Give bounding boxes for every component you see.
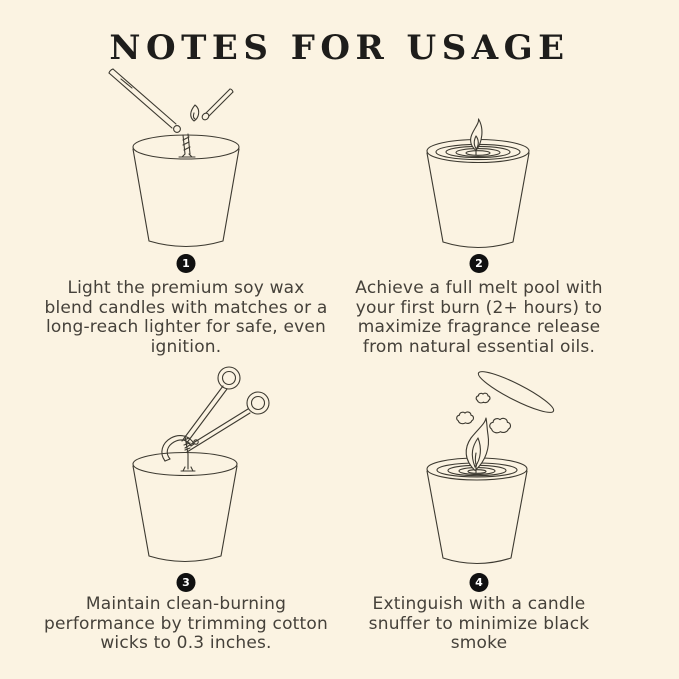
step-2: [329, 66, 629, 358]
step-number-badge: 4: [470, 573, 489, 592]
step-3: [36, 366, 336, 654]
candle-lighting-icon: [36, 66, 336, 254]
step-caption: Light the premium soy wax blend candles with matches or a long-reach lighter for safe, even ignition.: [44, 278, 328, 358]
candle-melt-pool-icon: [329, 66, 629, 254]
long-reach-lighter-icon: [109, 69, 180, 132]
step-caption: Maintain clean-burning performance by trimming cotton wicks to 0.3 inches.: [44, 594, 328, 654]
step-number-badge: 1: [177, 254, 196, 273]
step-caption: Achieve a full melt pool with your first burn (2+ hours) to maximize fragrance release from natural essential oils.: [355, 278, 603, 358]
page-title: NOTES FOR USAGE: [109, 28, 570, 68]
step-number-badge: 2: [470, 254, 489, 273]
match-icon: [191, 89, 233, 121]
candle-vessel: [133, 135, 239, 247]
step-1: [36, 66, 336, 358]
step-caption: Extinguish with a candle snuffer to minimize black smoke: [368, 594, 590, 654]
snuffer-lid-icon: [475, 366, 557, 418]
flame-icon: [470, 119, 481, 155]
flame-icon: [466, 418, 488, 473]
step-4: [329, 366, 629, 654]
step-number-badge: 3: [177, 573, 196, 592]
wick-trimming-icon: [36, 366, 336, 574]
candle-vessel: [133, 453, 237, 562]
wick-icon: [181, 454, 195, 471]
wick-trimmer-icon: [162, 367, 269, 461]
wick-icon: [179, 134, 195, 157]
candle-snuffer-icon: [329, 366, 629, 574]
